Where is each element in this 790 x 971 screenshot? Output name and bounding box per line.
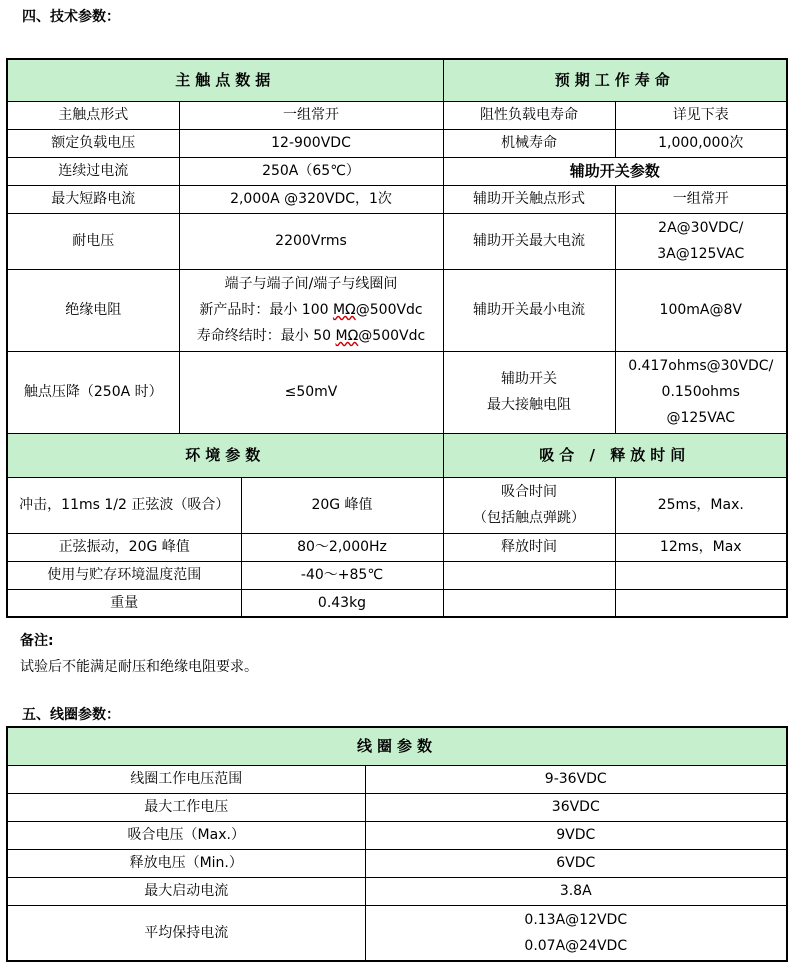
env-header: 环境参数: [7, 433, 443, 477]
voltage-drop-label: 触点压降（250A 时）: [7, 351, 179, 433]
coil-row-label: 最大工作电压: [7, 793, 365, 821]
shock-value: 20G 峰值: [241, 477, 443, 533]
rated-voltage-value: 12-900VDC: [179, 129, 443, 157]
aux-min-current-label: 辅助开关最小电流: [443, 269, 615, 351]
contact-form-value: 一组常开: [179, 101, 443, 129]
release-time-label: 释放时间: [443, 533, 615, 561]
aux-max-current-label: 辅助开关最大电流: [443, 213, 615, 269]
release-time-value: 12ms，Max: [615, 533, 787, 561]
coil-row-value: 36VDC: [365, 793, 787, 821]
aux-min-current-value: 100mA@8V: [615, 269, 787, 351]
coil-row-value: 3.8A: [365, 877, 787, 905]
short-circuit-value: 2,000A @320VDC，1次: [179, 185, 443, 213]
coil-params-table: [6, 726, 788, 962]
insulation-value: 端子与端子间/端子与线圈间 新产品时：最小 100 MΩ@500Vdc 寿命终结时：最小 50 MΩ@500Vdc: [179, 269, 443, 351]
operate-time-value: 25ms，Max.: [615, 477, 787, 533]
temperature-label: 使用与贮存环境温度范围: [7, 561, 241, 589]
coil-row-label: 吸合电压（Max.）: [7, 821, 365, 849]
mechanical-life-label: 机械寿命: [443, 129, 615, 157]
aux-form-value: 一组常开: [615, 185, 787, 213]
weight-value: 0.43kg: [241, 589, 443, 617]
timing-header: 吸合 / 释放时间: [443, 433, 787, 477]
vibration-value: 80～2,000Hz: [241, 533, 443, 561]
aux-resistance-value: 0.417ohms@30VDC/ 0.150ohms @125VAC: [615, 351, 787, 433]
operate-time-label: 吸合时间 （包括触点弹跳）: [443, 477, 615, 533]
note-text: 试验后不能满足耐压和绝缘电阻要求。: [20, 659, 258, 675]
aux-resistance-label: 辅助开关 最大接触电阻: [443, 351, 615, 433]
empty-cell: [615, 561, 787, 589]
mechanical-life-value: 1,000,000次: [615, 129, 787, 157]
tech-params-table: [6, 58, 788, 618]
aux-switch-header: 辅助开关参数: [443, 157, 787, 185]
empty-cell: [615, 589, 787, 617]
weight-label: 重量: [7, 589, 241, 617]
shock-label: 冲击，11ms 1/2 正弦波（吸合）: [7, 477, 241, 533]
coil-header: 线圈参数: [7, 727, 787, 765]
continuous-current-label: 连续过电流: [7, 157, 179, 185]
note-title: 备注:: [20, 633, 54, 649]
section4-title: 四、技术参数：: [22, 9, 120, 25]
main-contact-header: 主触点数据: [7, 59, 443, 101]
coil-row-value: 6VDC: [365, 849, 787, 877]
short-circuit-label: 最大短路电流: [7, 185, 179, 213]
hold-current-value: 0.13A@12VDC 0.07A@24VDC: [365, 905, 787, 961]
coil-row-label: 最大启动电流: [7, 877, 365, 905]
aux-form-label: 辅助开关触点形式: [443, 185, 615, 213]
dielectric-value: 2200Vrms: [179, 213, 443, 269]
empty-cell: [443, 561, 615, 589]
temperature-value: -40～+85℃: [241, 561, 443, 589]
rated-voltage-label: 额定负载电压: [7, 129, 179, 157]
hold-current-label: 平均保持电流: [7, 905, 365, 961]
coil-row-label: 线圈工作电压范围: [7, 765, 365, 793]
life-header: 预期工作寿命: [443, 59, 787, 101]
coil-row-label: 释放电压（Min.）: [7, 849, 365, 877]
dielectric-label: 耐电压: [7, 213, 179, 269]
resistive-life-label: 阻性负载电寿命: [443, 101, 615, 129]
vibration-label: 正弦振动，20G 峰值: [7, 533, 241, 561]
aux-max-current-value: 2A@30VDC/ 3A@125VAC: [615, 213, 787, 269]
continuous-current-value: 250A（65℃）: [179, 157, 443, 185]
section5-title: 五、线圈参数：: [22, 707, 120, 723]
coil-row-value: 9VDC: [365, 821, 787, 849]
coil-row-value: 9-36VDC: [365, 765, 787, 793]
voltage-drop-value: ≤50mV: [179, 351, 443, 433]
insulation-label: 绝缘电阻: [7, 269, 179, 351]
contact-form-label: 主触点形式: [7, 101, 179, 129]
empty-cell: [443, 589, 615, 617]
resistive-life-value: 详见下表: [615, 101, 787, 129]
